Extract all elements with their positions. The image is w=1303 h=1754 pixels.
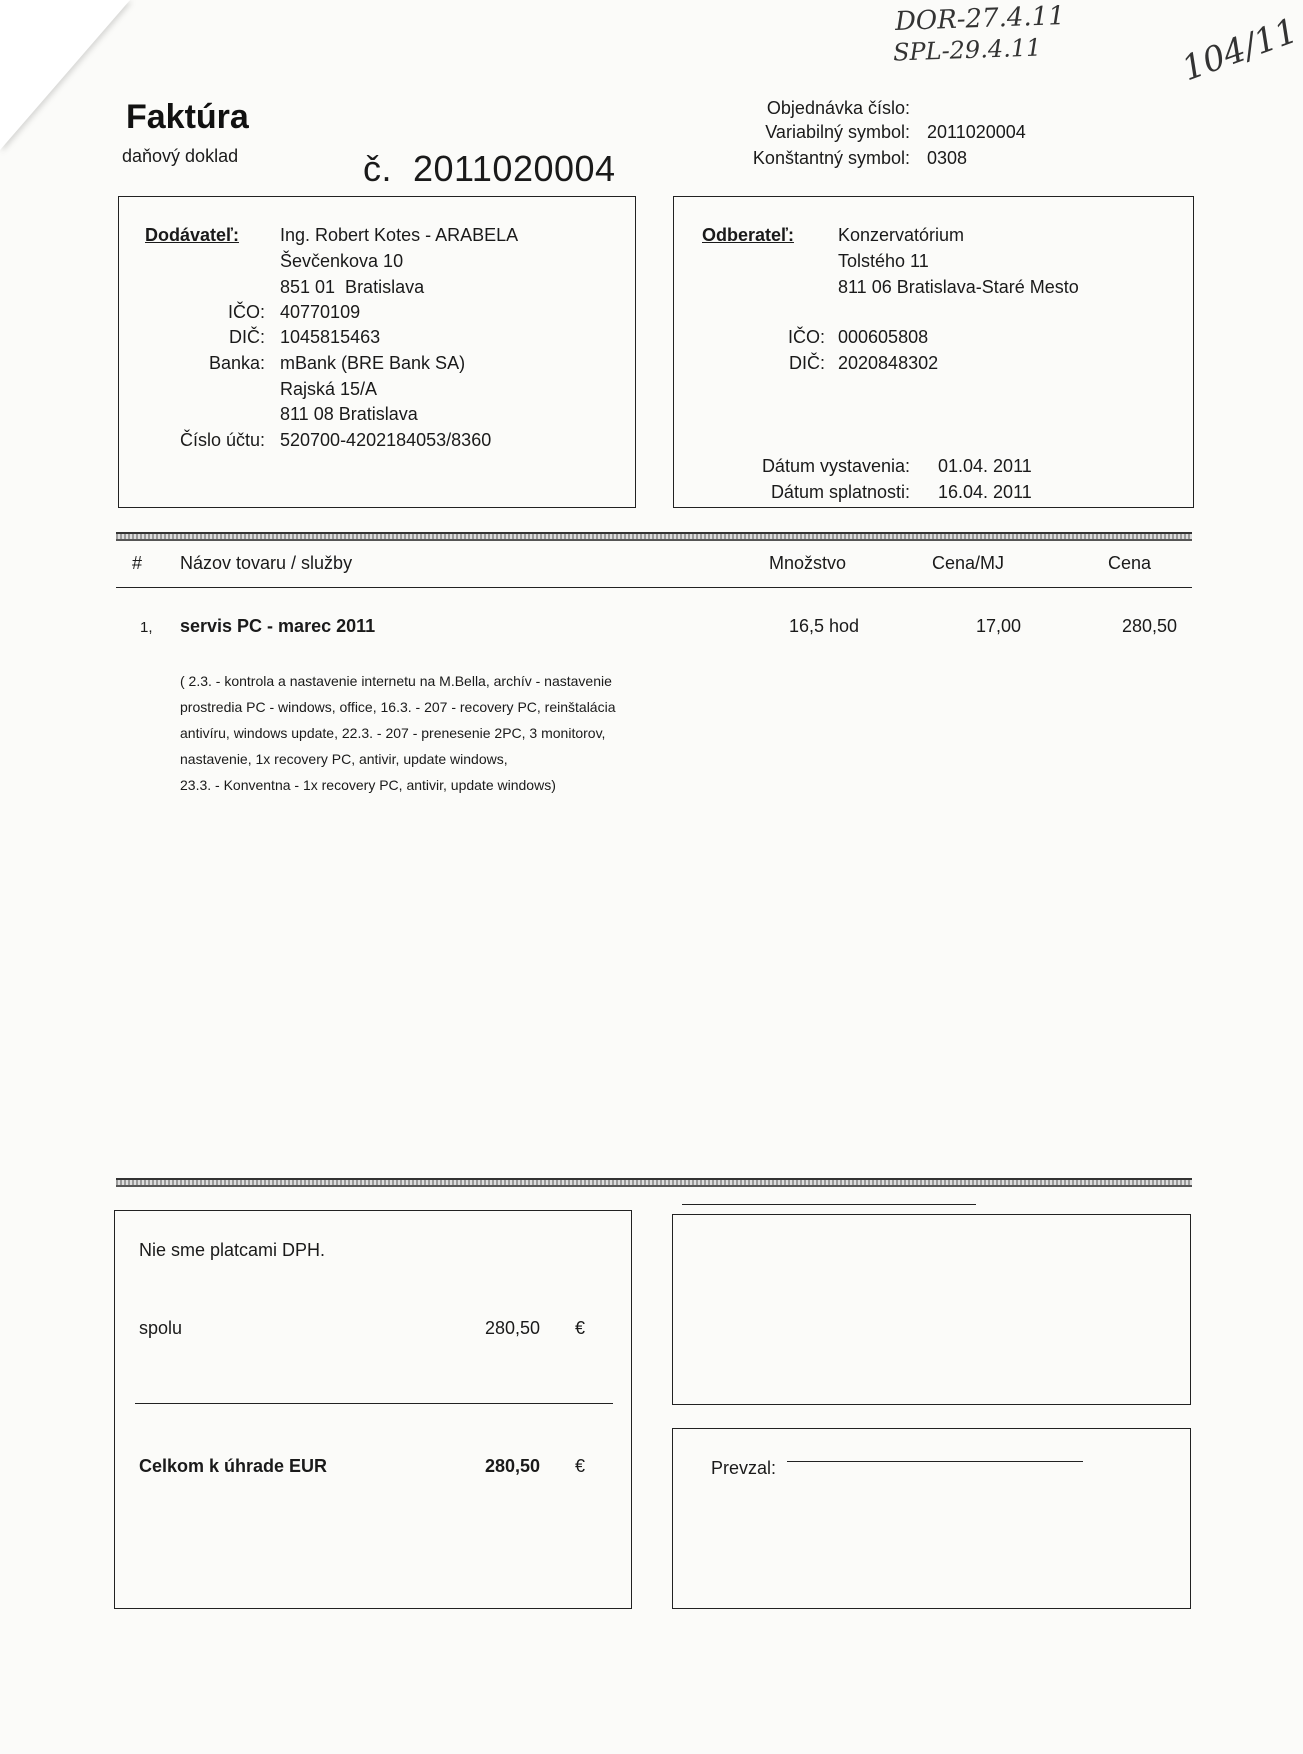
supplier-account: 520700-4202184053/8360 — [280, 430, 492, 450]
row-unit-price: 17,00 — [976, 616, 1022, 636]
row-description — [180, 668, 740, 798]
issue-date: 01.04. 2011 — [938, 456, 1032, 476]
received-box — [672, 1428, 1191, 1609]
variable-symbol-label: Variabilný symbol: — [765, 122, 910, 142]
constant-symbol-value: 0308 — [927, 148, 968, 168]
handwritten-note-2: SPL-29.4.11 — [892, 33, 1042, 67]
row-description-line: 23.3. - Konventna - 1x recovery PC, antivir, update windows) — [180, 777, 556, 793]
supplier-bank-city: 811 08 Bratislava — [280, 404, 418, 424]
row-description-line: nastavenie, 1x recovery PC, antivir, update windows, — [180, 751, 508, 767]
customer-ico-label: IČO: — [787, 327, 825, 347]
variable-symbol-value: 2011020004 — [927, 122, 1026, 142]
row-price: 280,50 — [1122, 616, 1178, 636]
customer-ico: 000605808 — [838, 327, 929, 347]
col-header-quantity: Množstvo — [769, 553, 847, 573]
due-date: 16.04. 2011 — [938, 482, 1032, 502]
col-header-name: Názov tovaru / služby — [180, 553, 353, 573]
received-signature-line — [787, 1461, 1083, 1462]
customer-name: Konzervatórium — [838, 225, 965, 245]
total-currency: € — [575, 1456, 586, 1476]
total-label: Celkom k úhrade EUR — [139, 1456, 328, 1476]
totals-box — [114, 1210, 632, 1609]
supplier-dic-label: DIČ: — [229, 327, 265, 347]
sum-currency: € — [575, 1318, 586, 1338]
stamp-top-rule — [682, 1204, 976, 1205]
sum-value: 280,50 — [485, 1318, 541, 1338]
order-label: Objednávka číslo: — [766, 98, 910, 118]
document-subtitle: daňový doklad — [122, 146, 239, 166]
row-description-line: antivíru, windows update, 22.3. - 207 - prenesenie 2PC, 3 monitorov, — [180, 725, 606, 741]
handwritten-number: 104/11 — [1176, 10, 1303, 90]
row-description-line: ( 2.3. - kontrola a nastavenie internetu na M.Bella, archív - nastavenie — [180, 673, 612, 689]
constant-symbol-label: Konštantný symbol: — [752, 148, 910, 168]
customer-city: 811 06 Bratislava-Staré Mesto — [838, 277, 1079, 297]
stamp-box — [672, 1214, 1191, 1405]
page-corner-fold — [0, 0, 130, 150]
supplier-bank-label: Banka: — [208, 353, 265, 373]
table-header-rule — [116, 587, 1192, 588]
supplier-dic: 1045815463 — [280, 327, 381, 347]
totals-rule — [135, 1403, 613, 1404]
vat-note: Nie sme platcami DPH. — [139, 1240, 326, 1260]
col-header-number: # — [132, 553, 143, 573]
supplier-bank-street: Rajská 15/A — [280, 379, 378, 399]
row-number: 1, — [140, 619, 153, 636]
supplier-ico: 40770109 — [280, 302, 361, 322]
supplier-name: Ing. Robert Kotes - ARABELA — [280, 225, 519, 245]
received-label: Prevzal: — [711, 1458, 777, 1478]
row-quantity: 16,5 hod — [789, 616, 860, 636]
supplier-ico-label: IČO: — [227, 302, 265, 322]
supplier-account-label: Číslo účtu: — [179, 430, 265, 450]
customer-heading: Odberateľ: — [702, 225, 794, 245]
handwritten-note-1: DOR-27.4.11 — [894, 1, 1066, 37]
supplier-street: Ševčenkova 10 — [280, 251, 404, 271]
total-value: 280,50 — [485, 1456, 541, 1476]
col-header-price: Cena — [1108, 553, 1152, 573]
document-title: Faktúra — [126, 98, 249, 136]
sum-label: spolu — [139, 1318, 183, 1338]
footer-separator — [116, 1178, 1192, 1187]
due-date-label: Dátum splatnosti: — [770, 482, 910, 502]
row-description-line: prostredia PC - windows, office, 16.3. - 207 - recovery PC, reinštalácia — [180, 699, 616, 715]
col-header-unit-price: Cena/MJ — [932, 553, 1005, 573]
header-separator — [116, 532, 1192, 541]
supplier-bank: mBank (BRE Bank SA) — [280, 353, 466, 373]
row-item-name: servis PC - marec 2011 — [180, 616, 376, 636]
issue-date-label: Dátum vystavenia: — [761, 456, 910, 476]
supplier-city: 851 01 Bratislava — [280, 277, 425, 297]
customer-street: Tolstého 11 — [838, 251, 929, 271]
invoice-number: č. 2011020004 — [363, 148, 616, 189]
customer-dic: 2020848302 — [838, 353, 939, 373]
supplier-heading: Dodávateľ: — [145, 225, 239, 245]
customer-dic-label: DIČ: — [789, 353, 825, 373]
